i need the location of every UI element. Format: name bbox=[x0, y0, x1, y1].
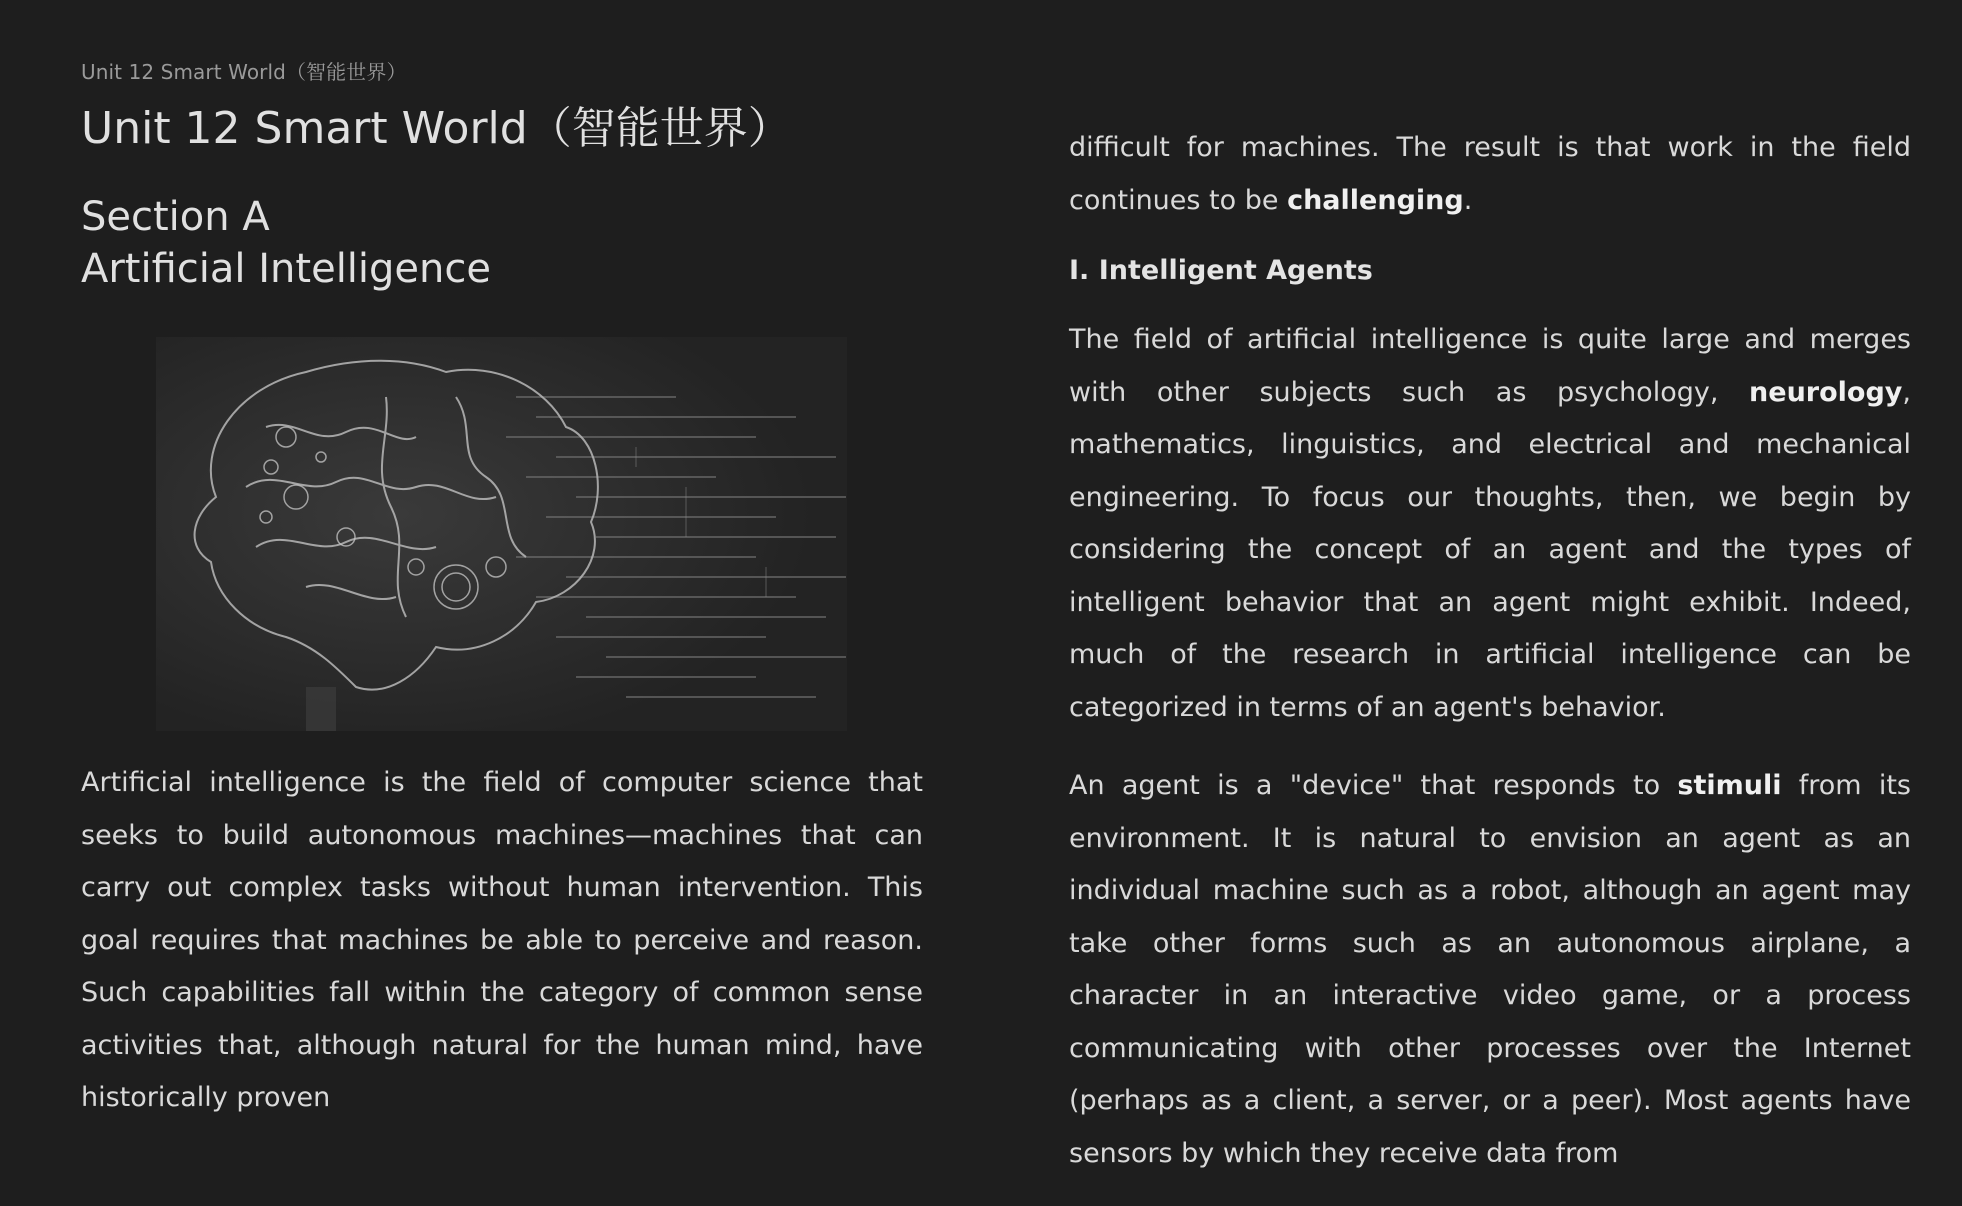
keyword-stimuli: stimuli bbox=[1677, 770, 1782, 802]
paragraph-agent-text-a: An agent is a "device" that responds to bbox=[1069, 770, 1678, 802]
keyword-challenging: challenging bbox=[1287, 184, 1464, 216]
keyword-neurology: neurology bbox=[1749, 376, 1903, 408]
section-name: Artificial Intelligence bbox=[81, 246, 491, 293]
paragraph-agent-text-b: from its environment. It is natural to envision an agent as an individual machine such as a robot, although an agent may take other forms such as an autonomous airplane, a character in an interactive video game, or a process communicating with other processes over the Internet (perhaps as a client, a server, or a peer). Most agents have sensors by which they receive data from bbox=[1069, 770, 1911, 1169]
paragraph-continued-text: difficult for machines. The result is that work in the field continues to be bbox=[1069, 132, 1911, 216]
subheading-intelligent-agents: I. Intelligent Agents bbox=[1069, 255, 1373, 286]
paragraph-intro: Artificial intelligence is the field of computer science that seeks to build autonomous machines—machines that can carry out complex tasks without human intervention. This goal requires that machines be able to perceive and reason. Such capabilities fall within the category of common sense activities that, although natural for the human mind, have historically proven bbox=[81, 767, 923, 1114]
left-column bbox=[81, 100, 923, 1125]
running-header: Unit 12 Smart World（智能世界） bbox=[81, 60, 407, 84]
paragraph-field-text-a: The field of artificial intelligence is quite large and merges with other subjects such as psychology, bbox=[1069, 324, 1911, 408]
brain-illustration-svg bbox=[156, 337, 847, 731]
paragraph-continued bbox=[1069, 122, 1911, 227]
paragraph-field bbox=[1069, 314, 1911, 734]
paragraph-field-text-b: , mathematics, linguistics, and electrical and mechanical engineering. To focus our thoughts, then, we begin by considering the concept of an agent and the types of intelligent behavior that an agent might exhibit. Indeed, much of the research in artificial intelligence can be categorized in terms of an agent's behavior. bbox=[1069, 376, 1911, 723]
paragraph-continued-end: . bbox=[1463, 184, 1473, 216]
right-column bbox=[1069, 122, 1911, 1206]
unit-title: Unit 12 Smart World（智能世界） bbox=[81, 103, 792, 154]
paragraph-agent bbox=[1069, 760, 1911, 1180]
section-label: Section A bbox=[81, 194, 270, 241]
brain-circuit-illustration bbox=[156, 337, 847, 731]
section-title bbox=[81, 191, 923, 295]
